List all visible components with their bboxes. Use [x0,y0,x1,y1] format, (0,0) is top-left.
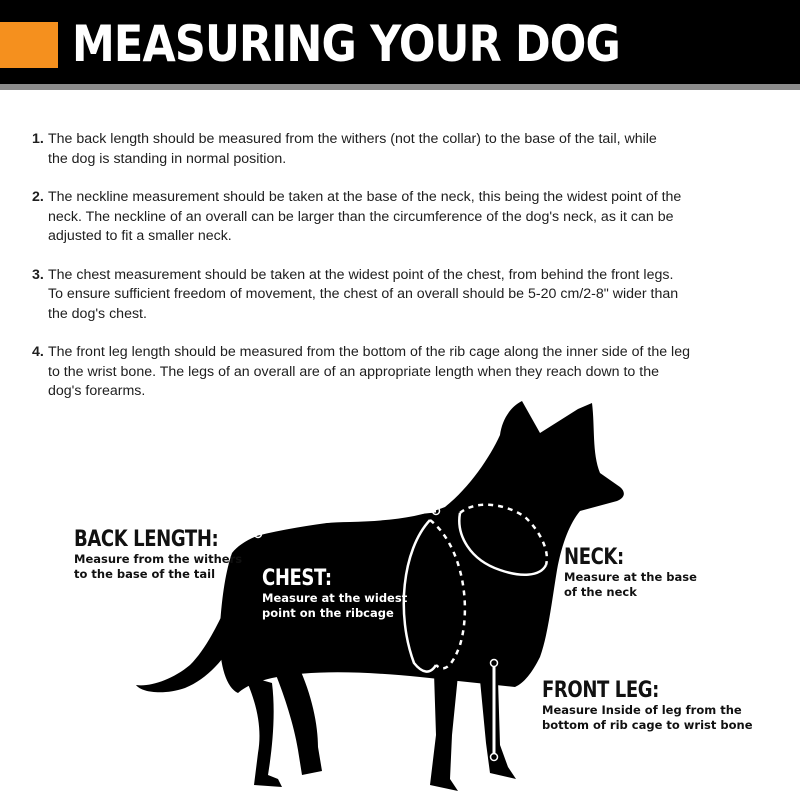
neck-heading: NECK: [564,545,624,570]
instruction-line: The chest measurement should be taken at the widest point of the chest, from behind the front legs. [48,266,674,283]
instruction-item [32,188,782,247]
dog-figure [0,395,800,800]
instruction-line: to the wrist bone. The legs of an overall are of an appropriate length when they reach down to the [48,363,659,380]
back-length-desc: Measure from the withers [74,552,243,566]
neck-callout [564,546,697,600]
front-leg-desc: Measure Inside of leg from the [542,703,742,717]
instruction-line: the dog is standing in normal position. [48,150,287,167]
instruction-line: the dog's chest. [48,305,147,322]
front-leg-heading: FRONT LEG: [542,678,659,703]
back-length-heading: BACK LENGTH: [74,527,219,552]
chest-desc: point on the ribcage [262,606,394,620]
front-leg-desc: bottom of rib cage to wrist bone [542,718,753,732]
chest-heading: CHEST: [262,566,332,591]
front-leg-callout [542,679,753,733]
instruction-line: adjusted to fit a smaller neck. [48,228,232,244]
chest-callout [262,567,407,621]
instruction-line: The neckline measurement should be taken at the base of the neck, this being the widest point of the [48,189,682,205]
back-length-callout [74,528,250,582]
instruction-item [32,266,782,325]
instructions-list [32,130,782,421]
instruction-item [32,343,782,402]
instruction-number: 3. [32,266,44,283]
instruction-item [32,130,782,169]
dog-front-leg-far [480,680,516,779]
instruction-line: dog's forearms. [48,383,146,399]
instruction-line: The back length should be measured from the withers (not the collar) to the base of the tail, while [48,131,657,147]
instruction-number: 4. [32,344,44,360]
front-leg-marker [491,660,498,667]
instruction-line: neck. The neckline of an overall can be larger than the circumference of the dog's neck, as it can be [48,208,674,225]
chest-desc: Measure at the widest [262,591,408,605]
back-length-desc: to the base of the tail [74,567,216,581]
neck-desc: of the neck [564,585,637,599]
header-banner [0,0,800,90]
instruction-number: 1. [32,131,44,147]
instruction-line: To ensure sufficient freedom of movement, the chest of an overall should be 5-20 cm/2-8" wider than [48,286,679,302]
front-leg-marker [491,754,498,761]
dog-rear-leg-far [276,665,322,775]
dog-front-leg-near [430,673,458,791]
page-title: MEASURING YOUR DOG [72,15,620,73]
instruction-line: The front leg length should be measured from the bottom of the rib cage along the inner side of the leg [48,344,690,360]
instruction-number: 2. [32,189,44,205]
accent-block [0,22,58,68]
neck-desc: Measure at the base [564,570,697,584]
dog-rear-leg-near [244,675,282,787]
